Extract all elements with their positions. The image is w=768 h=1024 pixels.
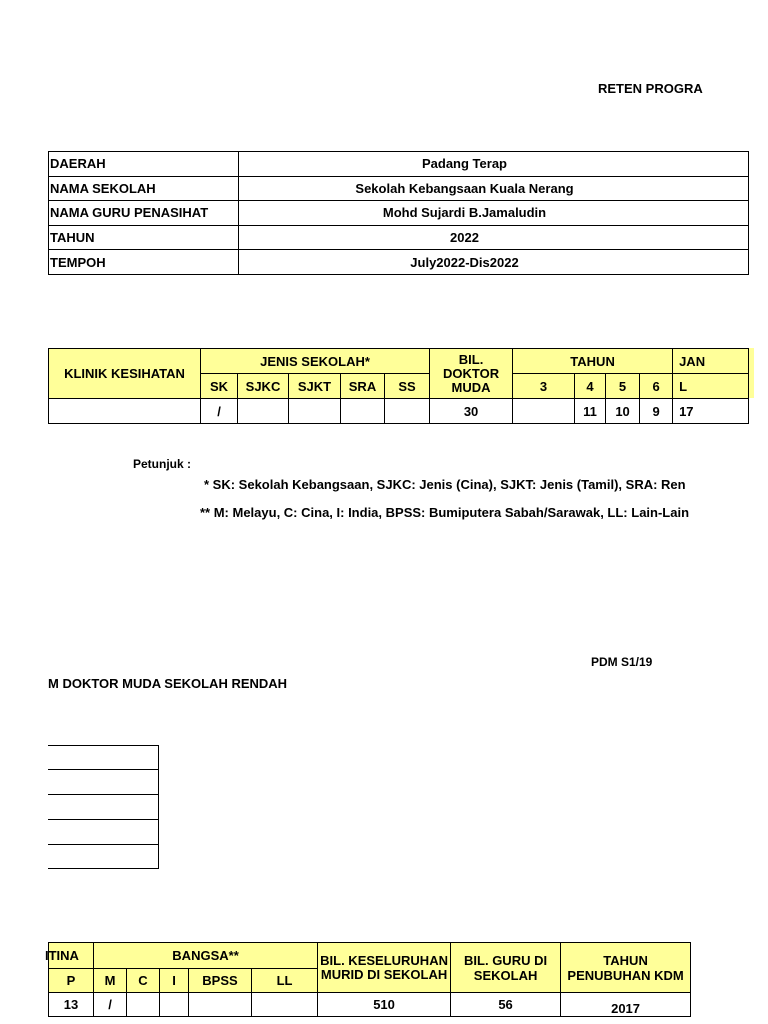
report-title-left: RETEN PROGRA: [598, 81, 703, 96]
info-value: Padang Terap: [239, 152, 749, 177]
col-tahun-4: 4: [575, 374, 606, 399]
info-value: July2022-Dis2022: [239, 250, 749, 275]
report-title-right: M DOKTOR MUDA SEKOLAH RENDAH: [48, 676, 288, 691]
cell-l: 17: [673, 399, 749, 424]
col-sjkc: SJKC: [238, 374, 289, 399]
col-sk: SK: [201, 374, 238, 399]
info-table: [48, 151, 749, 275]
table-row: [49, 399, 749, 424]
jantina-header: JAN: [673, 349, 749, 374]
col-l: L: [673, 374, 749, 399]
col-c: C: [127, 969, 160, 993]
info-row: [49, 250, 749, 275]
table-row: [49, 993, 691, 1017]
cell-tahun-kdm: 2017: [561, 993, 691, 1017]
school-table-wrap: [48, 348, 710, 424]
col-m: M: [94, 969, 127, 993]
col-i: I: [160, 969, 189, 993]
petunjuk-line-1: * SK: Sekolah Kebangsaan, SJKC: Jenis (Cina), SJKT: Jenis (Tamil), SRA: Ren: [204, 477, 686, 492]
cell-tahun-4: 11: [575, 399, 606, 424]
cell-tahun-3: [513, 399, 575, 424]
col-bpss: BPSS: [189, 969, 252, 993]
cell-i: [160, 993, 189, 1017]
bangsa-header: BANGSA**: [94, 943, 318, 969]
cell-ll: [252, 993, 318, 1017]
cell-ss: [385, 399, 430, 424]
cell-sjkt: [289, 399, 341, 424]
cell-klinik: [49, 399, 201, 424]
cell-bil-murid: 510: [318, 993, 451, 1017]
bil-doktor-header: [430, 349, 513, 399]
klinik-header: KLINIK KESIHATAN: [49, 349, 201, 399]
cell-bpss: [189, 993, 252, 1017]
school-table-header-row: [49, 349, 749, 374]
info-value: 2022: [239, 225, 749, 250]
info-row: [49, 152, 749, 177]
info-row: [49, 225, 749, 250]
petunjuk-line-2: ** M: Melayu, C: Cina, I: India, BPSS: Bumiputera Sabah/Sarawak, LL: Lain-Lain: [200, 505, 690, 520]
cell-bil-doktor: 30: [430, 399, 513, 424]
col-tahun-5: 5: [606, 374, 640, 399]
col-sjkt: SJKT: [289, 374, 341, 399]
col-ll: LL: [252, 969, 318, 993]
cell-sjkc: [238, 399, 289, 424]
info-value: Sekolah Kebangsaan Kuala Nerang: [239, 176, 749, 201]
cell-p: 13: [49, 993, 94, 1017]
bil-doktor-label: BIL. DOKTOR MUDA: [442, 351, 500, 395]
col-tahun-3: 3: [513, 374, 575, 399]
col-sra: SRA: [341, 374, 385, 399]
col-ss: SS: [385, 374, 430, 399]
cell-m: /: [94, 993, 127, 1017]
tahun-header: TAHUN: [513, 349, 673, 374]
info-value: Mohd Sujardi B.Jamaludin: [239, 201, 749, 226]
info-label: NAMA GURU PENASIHAT: [49, 201, 239, 226]
tahun-kdm-label: TAHUN PENUBUHAN KDM: [567, 952, 684, 983]
bil-murid-header: [318, 943, 451, 993]
student-table-wrap: [45, 942, 690, 1017]
tahun-kdm-header: [561, 943, 691, 993]
student-table: [45, 942, 691, 1017]
bil-murid-label: BIL. KESELURUHAN MURID DI SEKOLAH: [320, 952, 448, 982]
cell-c: [127, 993, 160, 1017]
col-tahun-6: 6: [640, 374, 673, 399]
info-label: DAERAH: [49, 152, 239, 177]
student-table-header-row: [49, 943, 691, 969]
jenis-sekolah-header: JENIS SEKOLAH*: [201, 349, 430, 374]
col-p: P: [49, 969, 94, 993]
cell-tahun-5: 10: [606, 399, 640, 424]
info-row: [49, 176, 749, 201]
cell-tahun-6: 9: [640, 399, 673, 424]
bil-guru-label: BIL. GURU DI SEKOLAH: [464, 952, 548, 983]
cell-sk: /: [201, 399, 238, 424]
info-label: TAHUN: [49, 225, 239, 250]
cell-sra: [341, 399, 385, 424]
form-code: PDM S1/19: [591, 655, 653, 669]
cell-bil-guru: 56: [451, 993, 561, 1017]
petunjuk-label: Petunjuk :: [133, 457, 192, 471]
bil-guru-header: [451, 943, 561, 993]
info-label: NAMA SEKOLAH: [49, 176, 239, 201]
school-table: [48, 348, 749, 424]
info-row: [49, 201, 749, 226]
info-label: TEMPOH: [49, 250, 239, 275]
info-table-wrap: [48, 151, 710, 275]
jantina-header-cut: ITINA: [49, 943, 94, 969]
